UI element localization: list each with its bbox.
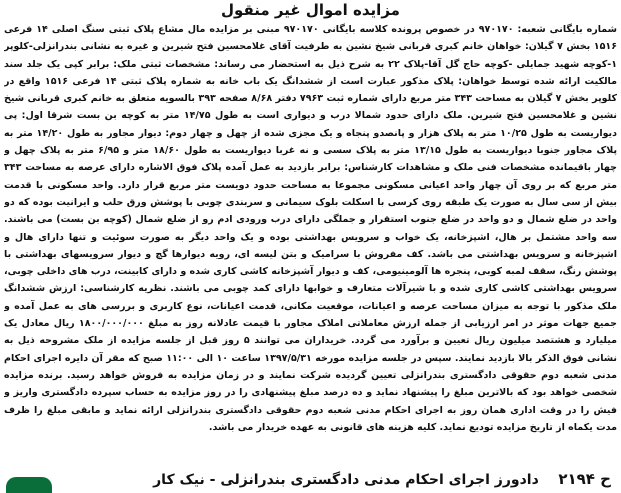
notice-body: شماره بایگانی شعبه: ۹۷۰۱۷۰ در خصوص پرونده کلاسه بایگانی ۹۷۰۱۷۰ مبنی بر مزایده مال مشاع پلاک ثبتی سنگ اصلی ۱۴ فرعی ۱۵۱۶ بخش ۷ گیلان: خواهان خانم کبری قربانی شیخ نشین به طرفیت آقای غلامحسین فتح شیرین و غیره به نشانی بندرانزلی-کلوپر ۱-کوچه شهید جمایلی -کوچه حاج گل آقا-پلاک ۲۲ به شرح ذیل به استحضار می رساند: مشخصات ثبتی ملک: برابر کپی یک جلد سند مالکیت ارائه شده توسط خواهان: پلاک مذکور عبارت است از ششدانگ یک باب خانه به شماره پلاک ثبتی ۱۴ فرعی ۱۵۱۶ واقع در کلوپر بخش ۷ گیلان به مساحت ۳۴۳ متر مربع دارای شماره ثبت ۷۹۶۳ دفتر ۸/۶۸ صفحه ۳۹۳ بالسویه متعلق به خانم کبری قربانی شیخ نشین و غلامحسین فتح شیرین. ملک دارای حدود شمالا درب و دیواری است به طول ۱۴/۷۵ متر به کوچه بن بست شرقا اول: پی دیواریست به طول ۱۰/۲۵ متر به پلاک هزار و پانصدو پنجاه و یک مجزی شده از چهل و چهار دوم: دیوار مجاور به طول ۱۴/۲۰ متر به پلاک مجاور جنوبا دیواریست به طول ۱۳/۱۵ متر به پلاک سسی و نه غربا دیواریست به طول ۱۸/۶۰ متر و ۶/۹۵ متر به پلاک چهل و چهار باقیمانده مشخصات فنی ملک و مشاهدات کارشناس: برابر بازدید به عمل آمده پلاک فوق الاشاره دارای عرصه به مساحت ۳۴۳ متر مربع که بر روی آن چهار واحد اعیانی مسکونی مجموعا به مساحت حدود دویست متر مربع قرار دارد. واحد مسکونی با قدمت بیش از سی سال به صورت یک طبقه روی کرسی با اسکلت بلوک سیمانی و سربندی چوبی با پوشش ورق حلب و ایرانیت بوده که دو واحد در ضلع شمال و دو واحد در ضلع جنوب استقرار و جملگی دارای درب ورودی ادم رو از ضلع شمال (کوچه بن بست) می باشند. سه واحد مشتمل بر هال، اشپزخانه، یک خواب و سرویس بهداشتی بوده و یک واحد دیگر به صورت سوئیت و تنها دارای هال و اشپزخانه و سرویس بهداشتی می باشد. کف مفروش با سرامیک و بتن لیسه ای، رویه دیوارها گچ و دیوار سرویسهای بهداشتی با پوشش رنگ، سقف لمبه کوبی، پنجره ها آلومینیومی، کف و دیوار آشپزخانه کاشی کاری شده و دارای کابینت، درب های داخلی چوبی، سرویس بهداشتی کاشی کاری شده و با شیرآلات متعارف و خوابها دارای کمد چوبی می باشند. نظریه کارشناسی: ارزش ششدانگ ملک مذکور با توجه به میزان مساحت عرصه و اعیانات، موقعیت مکانی، قدمت اعیانات، نوع کاربری و بررسی های به عمل آمده و جمیع جهات موثر در امر ارزیابی از جمله ارزش معاملاتی املاک مجاور با قیمت عادلانه روز به مبلغ ۱۸۰۰/۰۰۰/۰۰۰ ریال معادل یک میلیارد و هشتصد میلیون ریال تعیین و برآورد می گردد. خریداران می توانند ۵ روز قبل از جلسه مزایده از ملک مشروحه ذیل به نشانی فوق الذکر بالا بازدید نمایند. سپس در جلسه مزایده مورخه ۱۳۹۷/۵/۳۱ ساعت ۱۰ الی ۱۱:۰۰ صبح که مقر آن دایره اجرای احکام مدنی شعبه دوم حقوقی دادگستری بندرانزلی تعیین گردیده شرکت نمایند و در زمان مزایده به فروش خواهد رسید. برنده مزایده شخصی خواهد بود که بالاترین مبلغ را پیشنهاد نماید و ده درصد مبلغ پیشنهادی را در روز مزایده به حساب سپرده دادگستری واریز و فیش را در وقت اداری همان روز به اجرای احکام مدنی شعبه دوم حقوقی دادگستری بندرانزلی ارائه نماید و مابقی مبلغ را ظرف مدت یکماه از تاریخ مزایده تودیع نماید. کلیه هزینه های قانونی به عهده خریدار می باشد. <box>4 24 617 433</box>
notice-title: مزایده اموال غیر منقول <box>221 1 400 19</box>
notice-reference-number: ح ۲۱۹۴ <box>558 470 611 488</box>
notice-footer <box>153 469 611 488</box>
notice-issuer: دادورز اجرای احکام مدنی دادگستری بندرانزلی - نیک کار <box>153 472 539 488</box>
corner-logo-fragment <box>6 477 52 493</box>
